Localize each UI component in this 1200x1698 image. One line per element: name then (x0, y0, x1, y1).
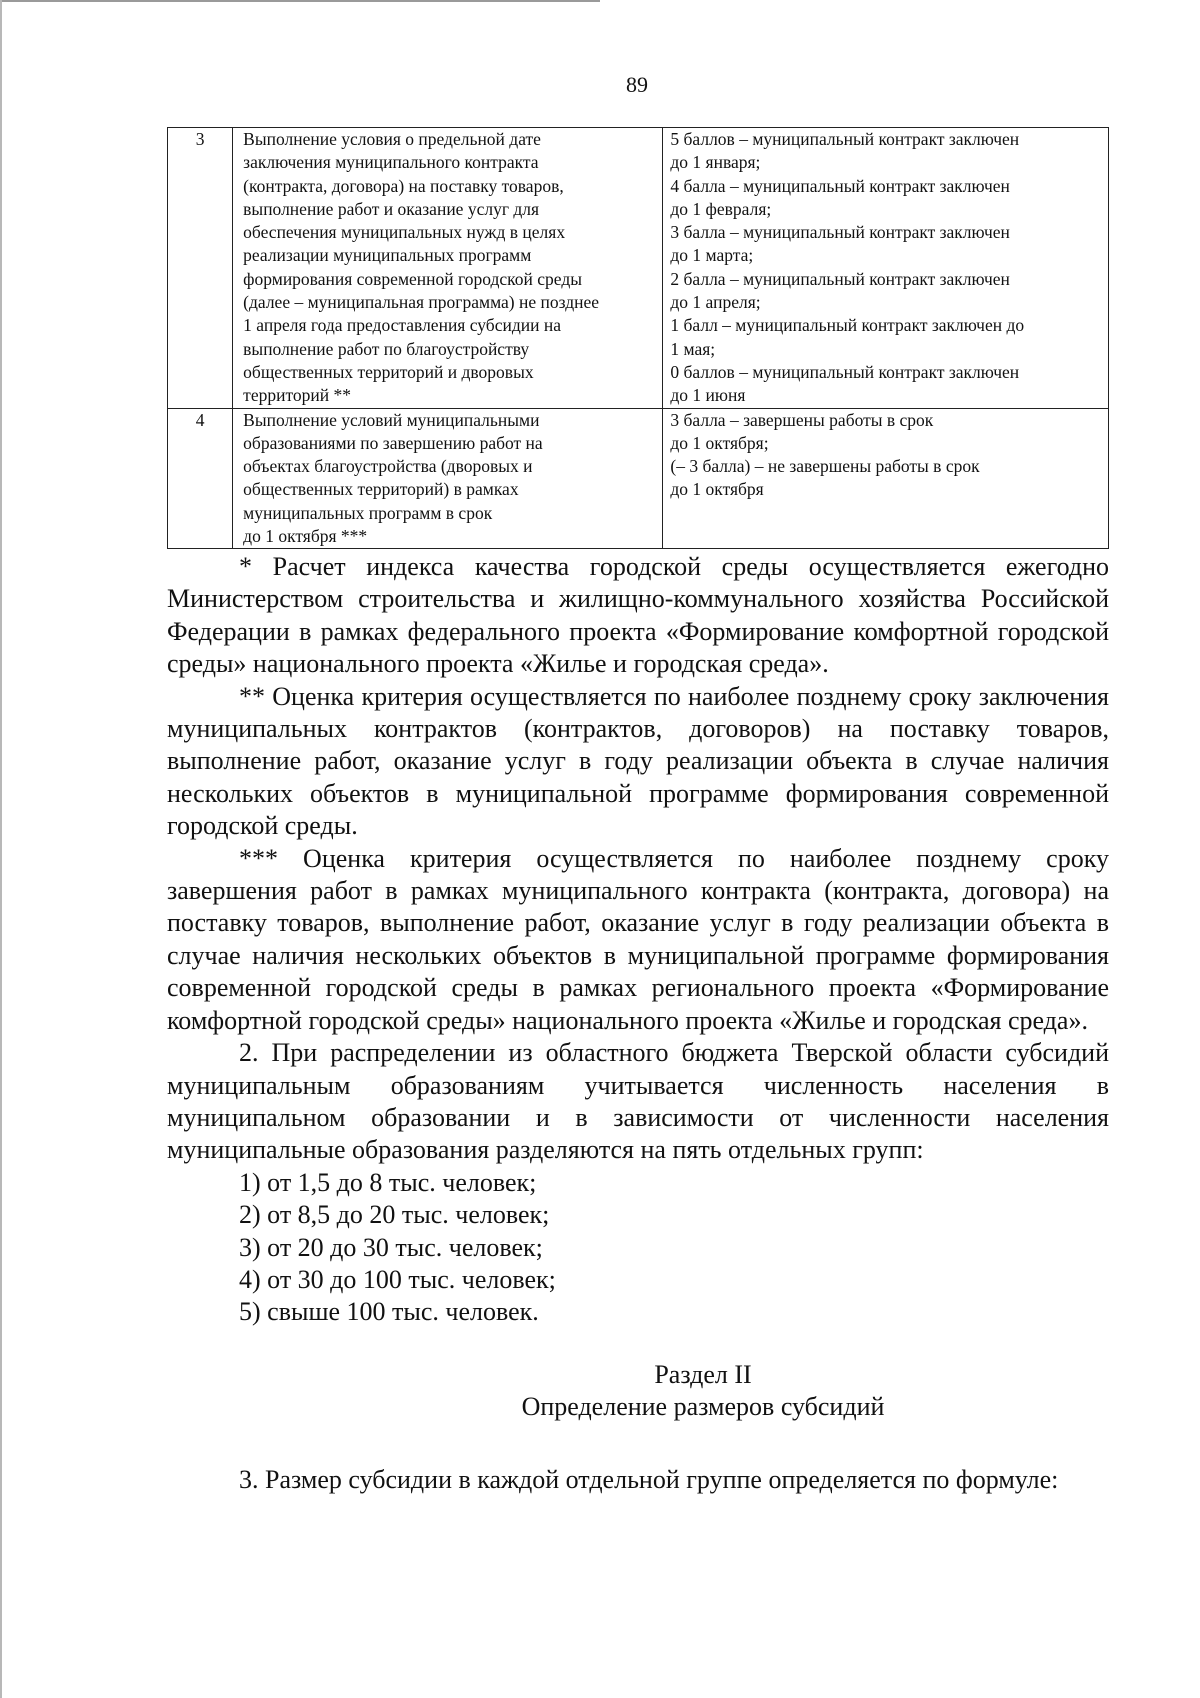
criterion-description-line: выполнение работ по благоустройству (243, 338, 530, 359)
document-body (167, 551, 1109, 1496)
population-group-item: 4) от 30 до 100 тыс. человек; (239, 1264, 556, 1294)
section-title: Раздел II (654, 1359, 752, 1389)
score-line: до 1 октября; (670, 432, 769, 453)
score-line: 3 балла – муниципальный контракт заключен (670, 222, 1010, 243)
score-line: 3 балла – завершены работы в срок (670, 409, 934, 430)
table-row (168, 408, 1109, 549)
criterion-description-line: формирования современной городской среды (243, 268, 582, 289)
criterion-description-cell (233, 408, 663, 549)
score-line: 1 мая; (670, 338, 716, 359)
criterion-description-line: территорий ** (243, 385, 351, 406)
section-subtitle: Определение размеров субсидий (521, 1392, 885, 1422)
criterion-description-line: 1 апреля года предоставления субсидии на (243, 315, 561, 336)
criterion-description-line: образованиями по завершению работ на (243, 432, 543, 453)
criterion-description-line: заключения муниципального контракта (243, 152, 539, 173)
criterion-description-line: до 1 октября *** (243, 526, 368, 547)
page-number: 89 (626, 72, 648, 97)
score-line: до 1 июня (670, 385, 746, 406)
criterion-description-line: Выполнение условия о предельной дате (243, 129, 541, 149)
table-row (168, 128, 1109, 409)
score-line: 1 балл – муниципальный контракт заключен до (670, 315, 1025, 336)
score-line: до 1 апреля; (670, 292, 761, 313)
criterion-description-line: реализации муниципальных программ (243, 245, 532, 266)
population-group-item: 2) от 8,5 до 20 тыс. человек; (239, 1200, 550, 1230)
scan-edge-top (0, 0, 600, 2)
score-line: 2 балла – муниципальный контракт заключен (670, 268, 1010, 289)
score-line: 0 баллов – муниципальный контракт заключен (670, 361, 1020, 382)
criterion-description-line: (далее – муниципальная программа) не позднее (243, 292, 600, 313)
score-line: 4 балла – муниципальный контракт заключен (670, 175, 1010, 196)
criterion-description-cell (233, 128, 663, 409)
population-group-item: 1) от 1,5 до 8 тыс. человек; (239, 1167, 537, 1197)
score-line: 5 баллов – муниципальный контракт заключен (670, 129, 1020, 149)
criterion-description-line: обеспечения муниципальных нужд в целях (243, 222, 566, 243)
criterion-description-line: общественных территорий) в рамках (243, 479, 519, 500)
score-line: до 1 октября (670, 479, 764, 500)
footnote-1: * Расчет индекса качества городской среды осуществляется ежегодно Министерством строительства и жилищно-коммунального хозяйства Российской Федерации в рамках федерального проекта «Формирование комфортной городской среды» национального проекта «Жилье и городская среда». (167, 552, 1109, 679)
score-line: до 1 марта; (670, 245, 754, 266)
footnote-2: ** Оценка критерия осуществляется по наиболее позднему сроку заключения муниципальных контрактов (контрактов, договоров) на поставку товаров, выполнение работ, оказание услуг в году реализации объекта в случае наличия нескольких объектов в муниципальной программе формирования современной городской среды. (167, 681, 1109, 841)
row-number-cell: 4 (168, 408, 233, 549)
criterion-description-line: объектах благоустройства (дворовых и (243, 456, 533, 477)
score-line: (– 3 балла) – не завершены работы в срок (670, 456, 980, 477)
footnote-3: *** Оценка критерия осуществляется по наиболее позднему сроку завершения работ в рамках муниципального контракта (контракта, договора) на поставку товаров, выполнение работ, оказание услуг в году реализации объекта в случае наличия нескольких объектов в муниципальной программе формирования современной городской среды в рамках регионального проекта «Формирование комфортной городской среды» национального проекта «Жилье и городская среда». (167, 843, 1109, 1035)
criterion-description-line: выполнение работ и оказание услуг для (243, 198, 540, 219)
population-group-list (167, 1167, 1109, 1329)
criterion-description-line: Выполнение условий муниципальными (243, 409, 540, 430)
score-line: до 1 февраля; (670, 198, 772, 219)
paragraph-3: 3. Размер субсидии в каждой отдельной группе определяется по формуле: (239, 1464, 1059, 1494)
population-group-item: 3) от 20 до 30 тыс. человек; (239, 1232, 543, 1262)
score-cell (663, 408, 1109, 549)
score-cell (663, 128, 1109, 409)
paragraph-2: 2. При распределении из областного бюджета Тверской области субсидий муниципальным образованиям учитывается численность населения в муниципальном образовании и в зависимости от численности населения муниципальные образования разделяются на пять отдельных групп: (167, 1038, 1109, 1165)
criterion-description-line: (контракта, договора) на поставку товаров, (243, 175, 564, 196)
population-group-item: 5) свыше 100 тыс. человек. (239, 1297, 539, 1327)
criterion-description-line: муниципальных программ в срок (243, 502, 493, 523)
scan-edge-left (0, 0, 2, 1698)
row-number-cell: 3 (168, 128, 233, 409)
criterion-description-line: общественных территорий и дворовых (243, 361, 534, 382)
criteria-table-body (168, 128, 1109, 549)
score-line: до 1 января; (670, 152, 761, 173)
criteria-table (167, 127, 1109, 549)
